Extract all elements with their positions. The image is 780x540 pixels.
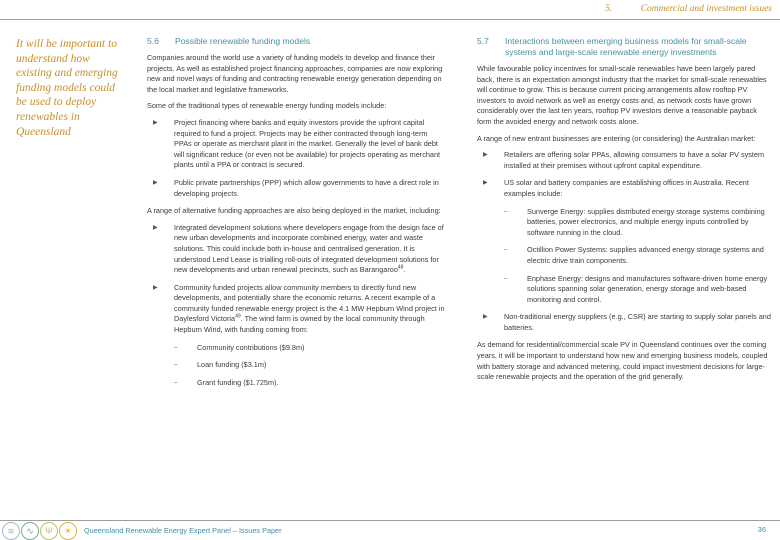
list-item: ▶ US solar and battery companies are establishing offices in Australia. Recent examples include: – Sunverge Energy: supplies distributed energy storage systems combining batteries, power electronics, and multiple energy inputs controlled by software running in the cloud. – Octillion Power Systems: supplies advanced energy storage systems and electric drive train components. – Enphase Energy: designs and manufactures software-driven home energy solutions spanning solar generation, energy storage and web-based monitoring and control. — [477, 178, 772, 305]
traditional-models-list — [147, 118, 447, 199]
list-item: ▶ Project financing where banks and equity investors provide the upfront capital required to fund a project. Projects may be either contracted through long-term PPAs or operate as merchant plant in the market. Generally the level of bank debt will significant reduce (or even not be available) for projects operating as merchant plants until a PPA or contract is secured. — [153, 117, 441, 170]
bullet-arrow-icon: ▶ — [153, 119, 158, 126]
dash-icon: – — [174, 362, 178, 369]
entrants-lead-paragraph: A range of new entrant businesses are entering (or considering) the Australian market: — [477, 133, 756, 143]
conclusion-paragraph: As demand for residential/commercial scale PV in Queensland continues over the coming years, it will be important to understand how new and emerging business models, coupled with battery storage and advanced metering, could impact investment decisions for large-scale renewable projects and the operation of the grid generally. — [477, 340, 768, 382]
section-heading — [147, 36, 447, 47]
section-5-6 — [147, 36, 447, 395]
wave-logo-icon: ∿ — [21, 522, 39, 540]
footer-document-title: Queensland Renewable Energy Expert Panel – Issues Paper — [84, 526, 282, 535]
footnote-ref[interactable]: 48 — [397, 264, 404, 271]
page-number: 36 — [757, 525, 766, 534]
bullet-arrow-icon: ▶ — [153, 224, 158, 231]
list-item: – Octillion Power Systems: supplies advanced energy storage systems and electric drive train components. — [504, 245, 764, 265]
list-item: – Sunverge Energy: supplies distributed energy storage systems combining batteries, power electronics, and multiple energy inputs controlled by software running in the cloud. — [504, 206, 765, 237]
us-companies-list — [504, 207, 772, 306]
section-title: Possible renewable funding models — [175, 36, 311, 46]
traditional-lead-paragraph: Some of the traditional types of renewable energy funding models include: — [147, 101, 387, 111]
bullet-arrow-icon: ▶ — [483, 180, 488, 187]
section-heading — [477, 36, 772, 58]
footnote-ref[interactable]: 49 — [235, 314, 241, 321]
section-5-7 — [477, 36, 772, 389]
wind-logo-icon: ≋ — [2, 522, 20, 540]
running-header — [605, 4, 772, 14]
list-item: ▶ Integrated development solutions where developers engage from the design face of new urban developments and incorporate combined energy, water and waste solutions. This could include both in-house and centralised generation. It is understood Lend Lease is trialling roll-outs of integrated development solutions for new developments and urban renewal precincts, such as Barangaroo$^{48}$. — [153, 222, 444, 275]
new-entrants-list — [477, 150, 772, 333]
alternative-lead-paragraph: A range of alternative funding approaches are also being deployed in the market, including: — [147, 206, 441, 216]
intro-paragraph: While favourable policy incentives for small-scale renewables have been largely pared back, there is an expectation amongst industry that the market for small-scale renewables will continue to grow. This is because current pricing arrangements allow rooftop PV investors to avoid network as well as energy costs and, as network costs have grown considerably over the last ten years, rooftop PV investors derive a reasonable payback form the avoided energy and network costs alone. — [477, 64, 767, 126]
list-item: ▶ Community funded projects allow community members to directly fund new developments, and potentially share the economic returns. A recent example of a community funded renewable energy project is the 4.1 MW Hepburn Wind project in Daylesford Victoria$^{49}$. The wind farm is owned by the local community through Hepburn Wind, with funding coming from: – Community contributions ($9.8m) – Loan funding ($3.1m) – Grant funding ($1.725m). — [147, 283, 447, 389]
plant-logo-icon: Ψ — [40, 522, 58, 540]
chapter-title: Commercial and investment issues — [640, 4, 772, 14]
intro-paragraph: Companies around the world use a variety of funding models to develop and finance their projects. As well as established project financing approaches, companies are now exploring new and novel ways of funding and contracting renewable energy generation depending on the local market and legislative frameworks. — [147, 53, 443, 94]
list-item: – Enphase Energy: designs and manufactures software-driven home energy solutions spanning solar generation, energy storage and web-based monitoring and control. — [504, 273, 768, 304]
sun-logo-icon: ☀ — [59, 522, 77, 540]
chapter-number: 5. — [605, 4, 613, 14]
dash-icon: – — [504, 208, 508, 215]
dash-icon: – — [174, 344, 178, 351]
list-item: ▶ Non-traditional energy suppliers (e.g., CSR) are starting to supply solar panels and batteries. — [483, 312, 771, 332]
bullet-arrow-icon: ▶ — [153, 179, 158, 186]
dash-icon: – — [504, 275, 508, 282]
section-number: 5.6 — [147, 36, 159, 46]
dash-icon: – — [504, 247, 508, 254]
section-number: 5.7 — [477, 36, 489, 46]
list-item: – Community contributions ($9.8m) — [174, 342, 305, 352]
bullet-arrow-icon: ▶ — [153, 284, 158, 291]
alternative-approaches-list — [147, 223, 447, 389]
bullet-arrow-icon: ▶ — [483, 314, 488, 321]
list-item: ▶ Public private partnerships (PPP) which allow governments to have a direct role in developing projects. — [153, 177, 439, 198]
list-item: ▶ Retailers are offering solar PPAs, allowing consumers to have a solar PV system installed at their premises without upfront capital expenditure. — [483, 150, 765, 170]
footer-logo-group — [2, 522, 77, 540]
funding-sources-list — [174, 343, 447, 389]
sidebar-pull-quote: It will be important to understand how existing and emerging funding models could be used to deploy renewables in Queensland — [16, 38, 118, 138]
dash-icon: – — [174, 379, 178, 386]
list-item: – Grant funding ($1.725m). — [174, 377, 279, 387]
header-divider — [0, 19, 780, 20]
list-item: – Loan funding ($3.1m) — [174, 360, 267, 370]
bullet-arrow-icon: ▶ — [483, 152, 488, 159]
footer-divider — [0, 520, 780, 521]
section-title: Interactions between emerging business models for small-scale systems and large-scale renewable energy investments — [505, 36, 747, 57]
